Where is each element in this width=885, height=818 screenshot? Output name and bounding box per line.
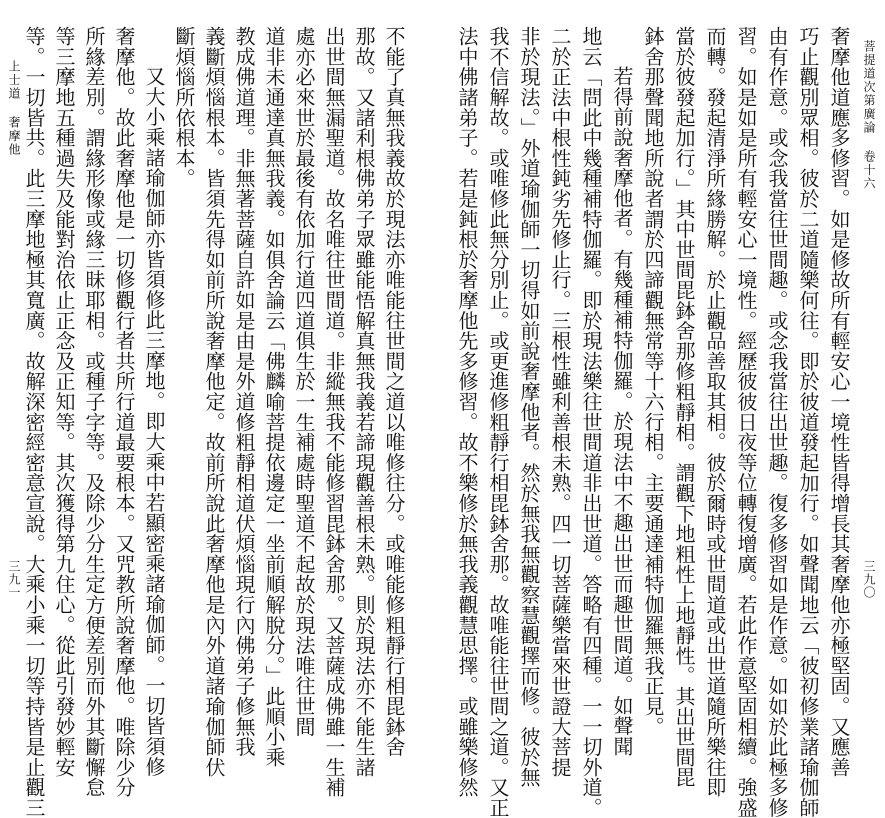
text-column: 二於正法中根性鈍劣先修止行。三根性雖利善根未熟。四一切菩薩樂當來世證大菩提 xyxy=(548,26,572,778)
right-page xyxy=(442,0,885,818)
text-column: 巧止觀別眾相。彼於二道隨樂何往。即於彼道發起加行。如聲聞地云「彼初修業諸瑜伽師 xyxy=(796,26,820,818)
text-column: 教成佛道理。非無著菩薩自許如是由是外道修粗靜相道伏煩惱現行內佛弟子修無我 xyxy=(232,26,256,757)
text-column: 那故。又諸利根佛弟子眾雖能悟解真無我義若諦現觀善根未熟。則於現法亦不能生諸 xyxy=(352,26,376,778)
text-column: 而轉。發起清淨所緣勝解。於止觀品善取其相。彼於爾時或世間道或出世道隨所樂往即 xyxy=(703,26,727,798)
text-column: 我不信解故。或唯修此無分別止。或更進修粗靜行相毘鉢舍那。故唯能往世間之道。又正 xyxy=(486,26,510,818)
text-column: 等三摩地五種過失及能對治依止正念及正知等。其次獲得第九住心。從此引發妙輕安 xyxy=(52,26,76,778)
text-column: 斷煩惱所依根本。 xyxy=(172,26,196,189)
text-column: 處亦必來世於最後有依加行道四道俱生於一生補處時聖道不起故於現法唯往世間 xyxy=(292,26,316,737)
text-column: 奢摩他。故此奢摩他是一切修觀行者共所行道最要根本。又咒教所說奢摩他。唯除少分 xyxy=(112,26,136,798)
text-column: 出世間無漏聖道。故名唯往世間道。非縱無我不能修習毘鉢舍那。又菩薩成佛雖一生補 xyxy=(322,26,346,798)
text-column: 若得前說奢摩他者。有幾種補特伽羅。於現法中不趣出世而趣世間道。如聲聞 xyxy=(610,66,634,757)
left-running-head: 上士道 奢摩他 xyxy=(7,60,21,157)
text-column: 非於現法。」外道瑜伽師一切得如前說奢摩他者。然於無我無觀察慧觀擇而修。彼於無 xyxy=(517,26,541,788)
right-running-head: 菩提道次第廣論 卷十六 xyxy=(862,40,876,191)
text-column: 當於彼發起加行。」其中世間毘鉢舍那修粗靜相。謂觀下地粗性上地靜性。其出世間毘 xyxy=(672,26,696,788)
text-column: 由有作意。或念我當往世間趣。或念我當往出世趣。復多修習如是作意。如如於此極多修 xyxy=(765,26,789,818)
text-column: 又大小乘諸瑜伽師亦皆須修此三摩地。即大乘中若顯密乘諸瑜伽師。一切皆須修 xyxy=(142,66,166,777)
right-page-text xyxy=(454,0,851,818)
left-page-number: 三九一 xyxy=(7,560,21,599)
right-page-number: 三九〇 xyxy=(862,560,876,599)
text-column: 法中佛諸弟子。若是鈍根於奢摩他先多修習。故不樂修於無我義觀慧思擇。或雖樂修然 xyxy=(455,26,479,798)
text-column: 奢摩他道應多修習。如是修故所有輕安心一境性皆得增長其奢摩他亦極堅固。又應善 xyxy=(827,26,851,778)
text-column: 鉢舍那聲聞地所說者謂於四諦觀無常等十六行相。主要通達補特伽羅無我正見。 xyxy=(641,26,665,737)
text-column: 地云「問此中幾種補特伽羅。即於現法樂往世間道非出世道。答略有四種。一一切外道。 xyxy=(579,26,603,818)
left-page-text xyxy=(22,0,406,818)
text-column: 不能了真無我義故於現法亦唯能往世間之道以唯修往分。或唯能修粗靜行相毘鉢舍 xyxy=(382,26,406,757)
left-page xyxy=(0,0,442,818)
text-column: 道非未通達真無我義。如俱舍論云「佛麟喻菩提依邊定一坐前順解脫分。」此順小乘 xyxy=(262,26,286,768)
text-column: 等。一切皆共。此三摩地極其寬廣。故解深密經密意宣說。大乘小乘一切等持皆是止觀三 xyxy=(22,26,46,818)
text-column: 義斷煩惱根本。皆須先得如前所說奢摩他定。故前所說此奢摩他是內外道諸瑜伽師伏 xyxy=(202,26,226,778)
text-column: 習。如是如是所有輕安心一境性。經歷彼彼日夜等位轉復增廣。若此作意堅固相續。強盛 xyxy=(734,26,758,818)
text-column: 所緣差別。謂緣形像或緣三昧耶相。或種子字等。及除少分生定方便差別而外其斷懈怠 xyxy=(82,26,106,798)
